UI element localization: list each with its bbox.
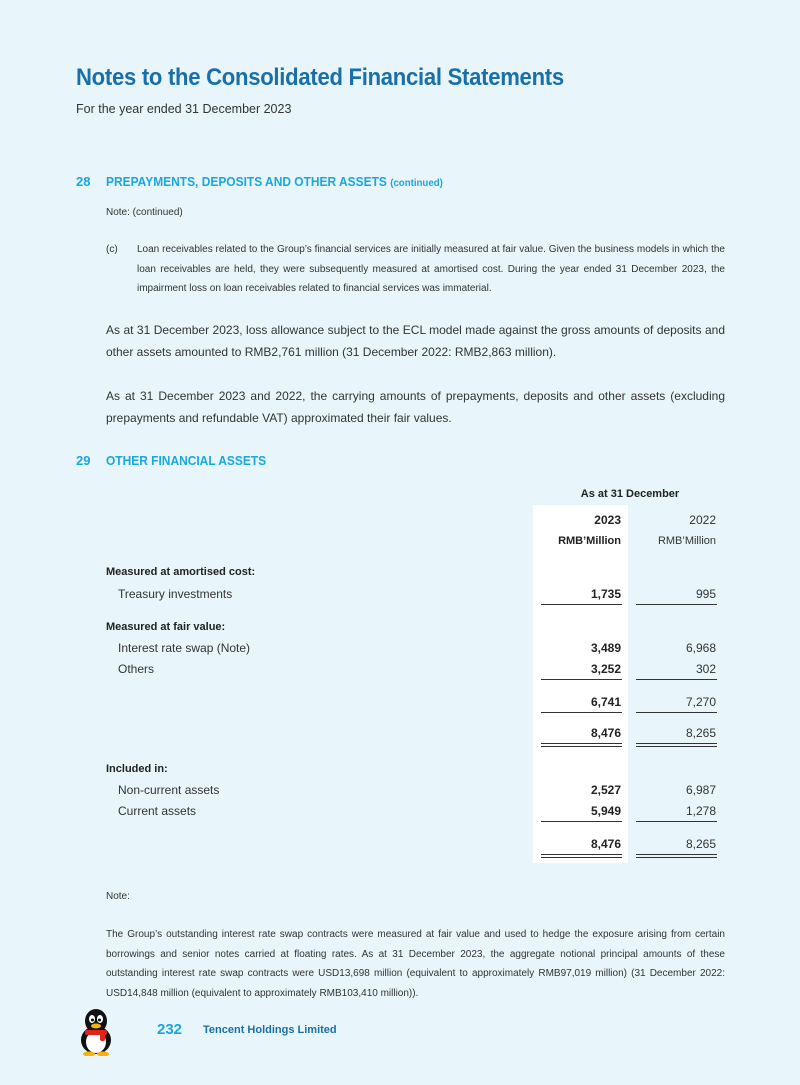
section-29-number: 29 <box>76 453 91 468</box>
amortised-cost-label: Measured at amortised cost: <box>106 566 256 578</box>
swap-2023-value: 3,489 <box>590 641 621 655</box>
others-2023-value: 3,252 <box>590 662 621 676</box>
current-2023-value: 5,949 <box>590 804 621 818</box>
others-2022-value: 302 <box>695 662 716 676</box>
non-current-2022-value: 6,987 <box>685 783 716 797</box>
treasury-2022-value: 995 <box>695 587 716 601</box>
page-subtitle: For the year ended 31 December 2023 <box>76 102 292 116</box>
fair-value-label: Measured at fair value: <box>106 621 226 633</box>
included-total-2023-double-rule <box>541 854 622 858</box>
total-2022-double-rule <box>636 743 717 747</box>
non-current-assets-label: Non-current assets <box>118 783 220 797</box>
unit-2022-header: RMB’Million <box>657 535 716 547</box>
total-2023-double-rule <box>541 743 622 747</box>
fv-subtotal-2022-rule <box>636 712 717 713</box>
included-total-2023-value: 8,476 <box>590 837 621 851</box>
page-number: 232 <box>157 1021 183 1038</box>
non-current-2023-value: 2,527 <box>590 783 621 797</box>
treasury-2022-rule <box>636 604 717 605</box>
section-28-title: PREPAYMENTS, DEPOSITS AND OTHER ASSETS <box>106 174 387 189</box>
current-2022-value: 1,278 <box>685 804 716 818</box>
fv-subtotal-2023-rule <box>541 712 622 713</box>
section-28-note-label: Note: (continued) <box>106 207 183 218</box>
section-28-paragraph-2: As at 31 December 2023 and 2022, the carrying amounts of prepayments, deposits and other assets (excluding prepayments and refundable VAT) approximated their fair values. <box>106 389 725 425</box>
section-28-number: 28 <box>76 174 91 189</box>
section-29-note-label: Note: <box>106 891 130 902</box>
current-assets-label: Current assets <box>118 804 197 818</box>
company-name: Tencent Holdings Limited <box>203 1024 337 1036</box>
fv-subtotal-2023-value: 6,741 <box>590 695 621 709</box>
others-2023-rule <box>541 679 622 680</box>
section-29-title: OTHER FINANCIAL ASSETS <box>106 453 267 468</box>
page-title: Notes to the Consolidated Financial Statements <box>76 64 564 91</box>
current-2023-rule <box>541 821 622 822</box>
note-c-marker: (c) <box>106 244 118 255</box>
included-in-label: Included in: <box>106 763 168 775</box>
current-2022-rule <box>636 821 717 822</box>
table-group-header: As at 31 December <box>580 488 680 500</box>
included-total-2022-double-rule <box>636 854 717 858</box>
interest-rate-swap-label: Interest rate swap (Note) <box>118 641 251 655</box>
treasury-2023-rule <box>541 604 622 605</box>
treasury-investments-label: Treasury investments <box>118 587 233 601</box>
year-2023-header: 2023 <box>594 513 621 527</box>
section-28-continued: (continued) <box>390 177 443 189</box>
fv-subtotal-2022-value: 7,270 <box>685 695 716 709</box>
year-2022-header: 2022 <box>689 513 716 527</box>
section-28-paragraph-1: As at 31 December 2023, loss allowance subject to the ECL model made against the gross amounts of deposits and other assets amounted to RMB2,761 million (31 December 2022: RMB2,863 million). <box>106 323 725 359</box>
others-label: Others <box>118 662 155 676</box>
penguin-mascot-icon <box>76 1008 116 1056</box>
treasury-2023-value: 1,735 <box>590 587 621 601</box>
note-c-text: Loan receivables related to the Group’s financial services are initially measured at fair value. Given the business models in which the loan receivables are held, they were subsequently measured at amortised cost. During the year ended 31 December 2023, the impairment loss on loan receivables related to financial services was immaterial. <box>137 244 725 294</box>
section-29-note-text: The Group’s outstanding interest rate swap contracts were measured at fair value and used to hedge the exposure arising from certain borrowings and senior notes carried at floating rates. As at 31 December 2023, the aggregate notional principal amounts of these outstanding interest rate swap contracts were USD13,698 million (equivalent to approximately RMB97,019 million) (31 December 2022: USD14,848 million (equivalent to approximately RMB103,410 million)). <box>106 929 725 999</box>
included-total-2022-value: 8,265 <box>685 837 716 851</box>
total-2022-value: 8,265 <box>685 726 716 740</box>
total-2023-value: 8,476 <box>590 726 621 740</box>
others-2022-rule <box>636 679 717 680</box>
swap-2022-value: 6,968 <box>685 641 716 655</box>
section-28-heading <box>106 174 443 189</box>
unit-2023-header: RMB’Million <box>558 535 621 547</box>
